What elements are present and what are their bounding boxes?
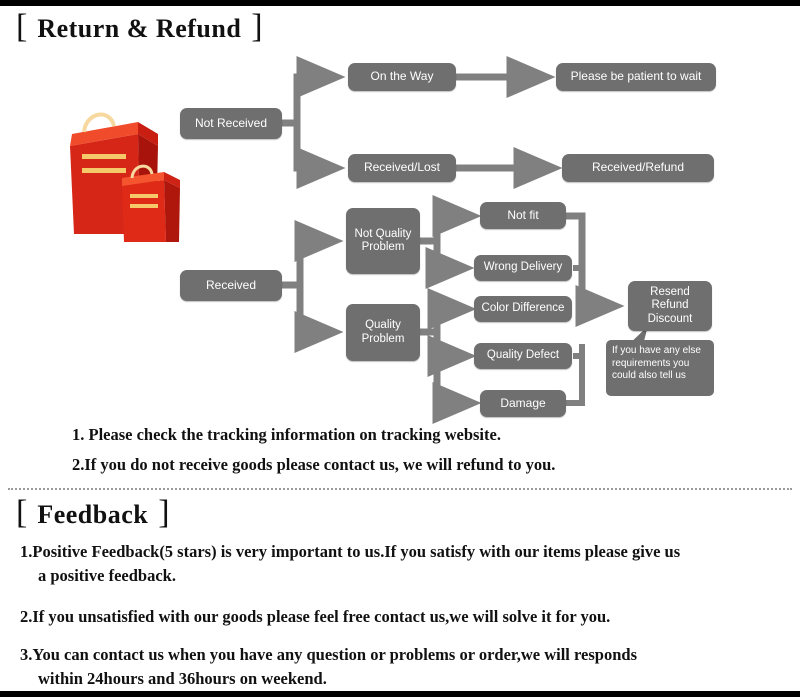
node-resend-refund-discount-label: Resend Refund Discount <box>647 286 693 325</box>
feedback-item-3 <box>20 643 780 691</box>
return-refund-heading <box>16 8 263 46</box>
bracket-left-icon: [ <box>16 494 28 531</box>
node-please-wait <box>556 63 716 91</box>
node-quality-defect-label: Quality Defect <box>486 349 560 362</box>
node-damage-label: Damage <box>500 395 546 410</box>
feedback-item-1 <box>20 540 780 588</box>
node-quality-problem-label: Quality Problem <box>361 319 405 345</box>
node-color-difference <box>474 296 572 322</box>
node-received <box>180 270 282 301</box>
node-please-wait-label: Please be patient to wait <box>570 69 702 84</box>
node-received-lost-label: Received/Lost <box>363 160 441 175</box>
node-quality-defect <box>474 343 572 369</box>
node-not-received <box>180 108 282 139</box>
node-not-received-label: Not Received <box>194 115 268 130</box>
bracket-right-icon: ] <box>158 494 170 531</box>
node-received-refund <box>562 154 714 182</box>
feedback-item-2-line1: 2.If you unsatisfied with our goods please feel free contact us,we will solve it for you. <box>20 607 611 626</box>
feedback-item-1-line2: a positive feedback. <box>38 565 176 585</box>
feedback-title-text: Feedback <box>37 500 149 529</box>
top-rule <box>0 0 800 6</box>
shopping-bags-illustration <box>62 94 192 244</box>
bracket-right-icon: ] <box>251 8 263 45</box>
node-on-the-way-label: On the Way <box>370 69 434 84</box>
node-wrong-delivery <box>474 255 572 281</box>
node-received-label: Received <box>205 277 257 292</box>
return-flow-diagram <box>0 44 800 424</box>
return-note-1: 1. Please check the tracking information on tracking website. <box>72 425 501 444</box>
return-refund-title-text: Return & Refund <box>37 14 242 43</box>
feedback-item-1-line1: 1.Positive Feedback(5 stars) is very important to us.If you satisfy with our items please give us <box>20 542 681 561</box>
node-received-lost <box>348 154 456 182</box>
node-damage <box>480 390 566 417</box>
return-note-2: 2.If you do not receive goods please contact us, we will refund to you. <box>72 455 556 474</box>
feedback-heading <box>16 494 170 532</box>
node-not-quality-problem <box>346 208 420 274</box>
node-color-difference-label: Color Difference <box>481 302 565 315</box>
note-extra-requirements-label: If you have any else requirements you could also tell us <box>612 345 701 381</box>
node-not-fit <box>480 202 566 229</box>
node-on-the-way <box>348 63 456 91</box>
node-wrong-delivery-label: Wrong Delivery <box>483 261 563 274</box>
section-divider <box>8 488 792 490</box>
node-quality-problem <box>346 304 420 361</box>
node-not-quality-problem-label: Not Quality Problem <box>354 227 412 253</box>
feedback-item-3-line1: 3.You can contact us when you have any question or problems or order,we will responds <box>20 645 637 664</box>
node-not-fit-label: Not fit <box>507 207 539 222</box>
bracket-left-icon: [ <box>16 8 28 45</box>
feedback-item-2 <box>20 605 780 629</box>
note-extra-requirements <box>606 340 714 396</box>
node-resend-refund-discount <box>628 281 712 331</box>
node-received-refund-label: Received/Refund <box>591 160 685 175</box>
feedback-item-3-line2: within 24hours and 36hours on weekend. <box>38 668 327 688</box>
bottom-rule <box>0 691 800 697</box>
